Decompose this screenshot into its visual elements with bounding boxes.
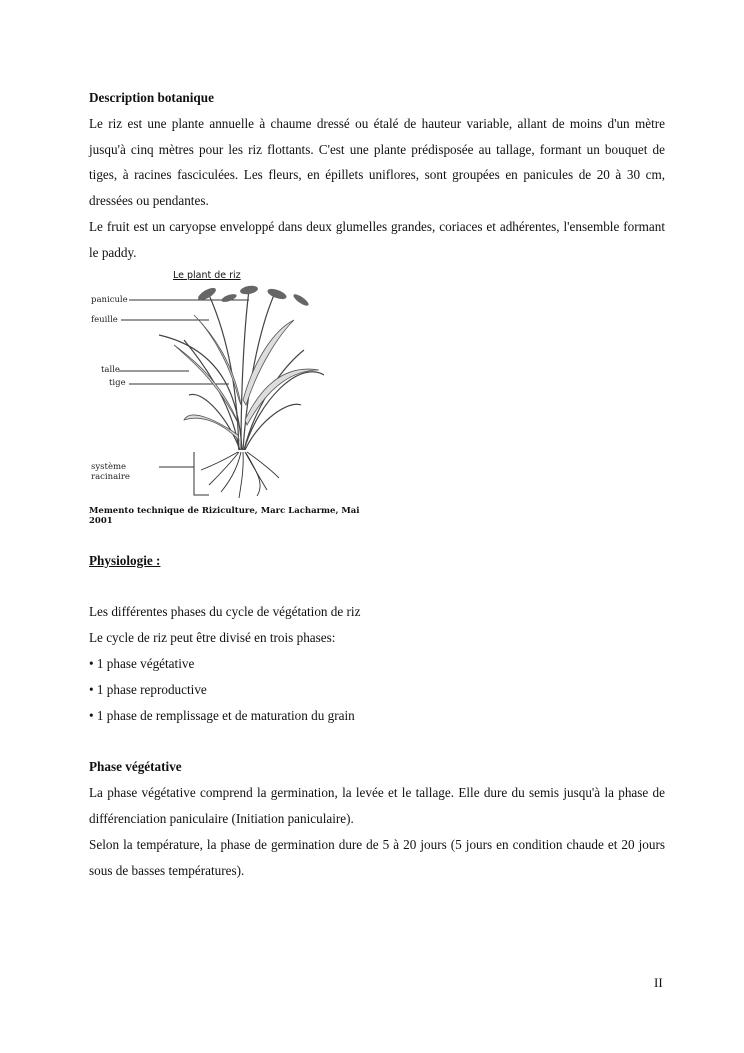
page-number: II	[654, 975, 663, 990]
paragraph-vegetative-2: Selon la température, la phase de germination dure de 5 à 20 jours (5 jours en condition chaude et 20 jours sous de basses températures).	[89, 836, 665, 878]
label-feuille: feuille	[91, 314, 118, 325]
paragraph-botanique-2: Le fruit est un caryopse enveloppé dans deux glumelles grandes, coriaces et adhérentes, l'ensemble formant le paddy.	[89, 218, 665, 260]
section-title-vegetative: Phase végétative	[89, 759, 182, 775]
figure-title: Le plant de riz	[173, 269, 241, 281]
label-panicule: panicule	[91, 294, 128, 305]
physiologie-line-2: Le cycle de riz peut être divisé en trois phases:	[89, 630, 336, 646]
paragraph-botanique-1: Le riz est une plante annuelle à chaume dressé ou étalé de hauteur variable, allant de moins d'un mètre jusqu'à cinq mètres pour les riz flottants. C'est une plante prédisposée au tallage, formant un bouquet de tiges, à racines fasciculées. Les fleurs, en épillets uniflores, sont groupées en panicules de 20 à 30 cm, dressées ou pendantes.	[89, 115, 665, 209]
document-page	[89, 85, 665, 883]
label-racinaire: racinaire	[91, 471, 130, 482]
section-title-physiologie: Physiologie :	[89, 552, 161, 568]
paragraph-vegetative-1: La phase végétative comprend la germination, la levée et le tallage. Elle dure du semis jusqu'à la phase de différenciation paniculaire (Initiation paniculaire).	[89, 785, 665, 826]
bullet-item: • 1 phase végétative	[89, 655, 195, 671]
rice-plant-illustration	[89, 270, 379, 520]
physiologie-line-1: Les différentes phases du cycle de végétation de riz	[89, 604, 361, 620]
label-systeme: système	[91, 461, 127, 472]
label-tige: tige	[109, 377, 126, 388]
bullet-item: • 1 phase reproductive	[89, 681, 207, 697]
figure-caption: Memento technique de Riziculture, Marc Lacharme, Mai 2001	[89, 505, 360, 526]
label-talle: talle	[101, 364, 120, 375]
bullet-item: • 1 phase de remplissage et de maturation du grain	[89, 707, 355, 723]
rice-plant-figure	[89, 269, 379, 526]
section-title-botanique: Description botanique	[89, 90, 214, 105]
